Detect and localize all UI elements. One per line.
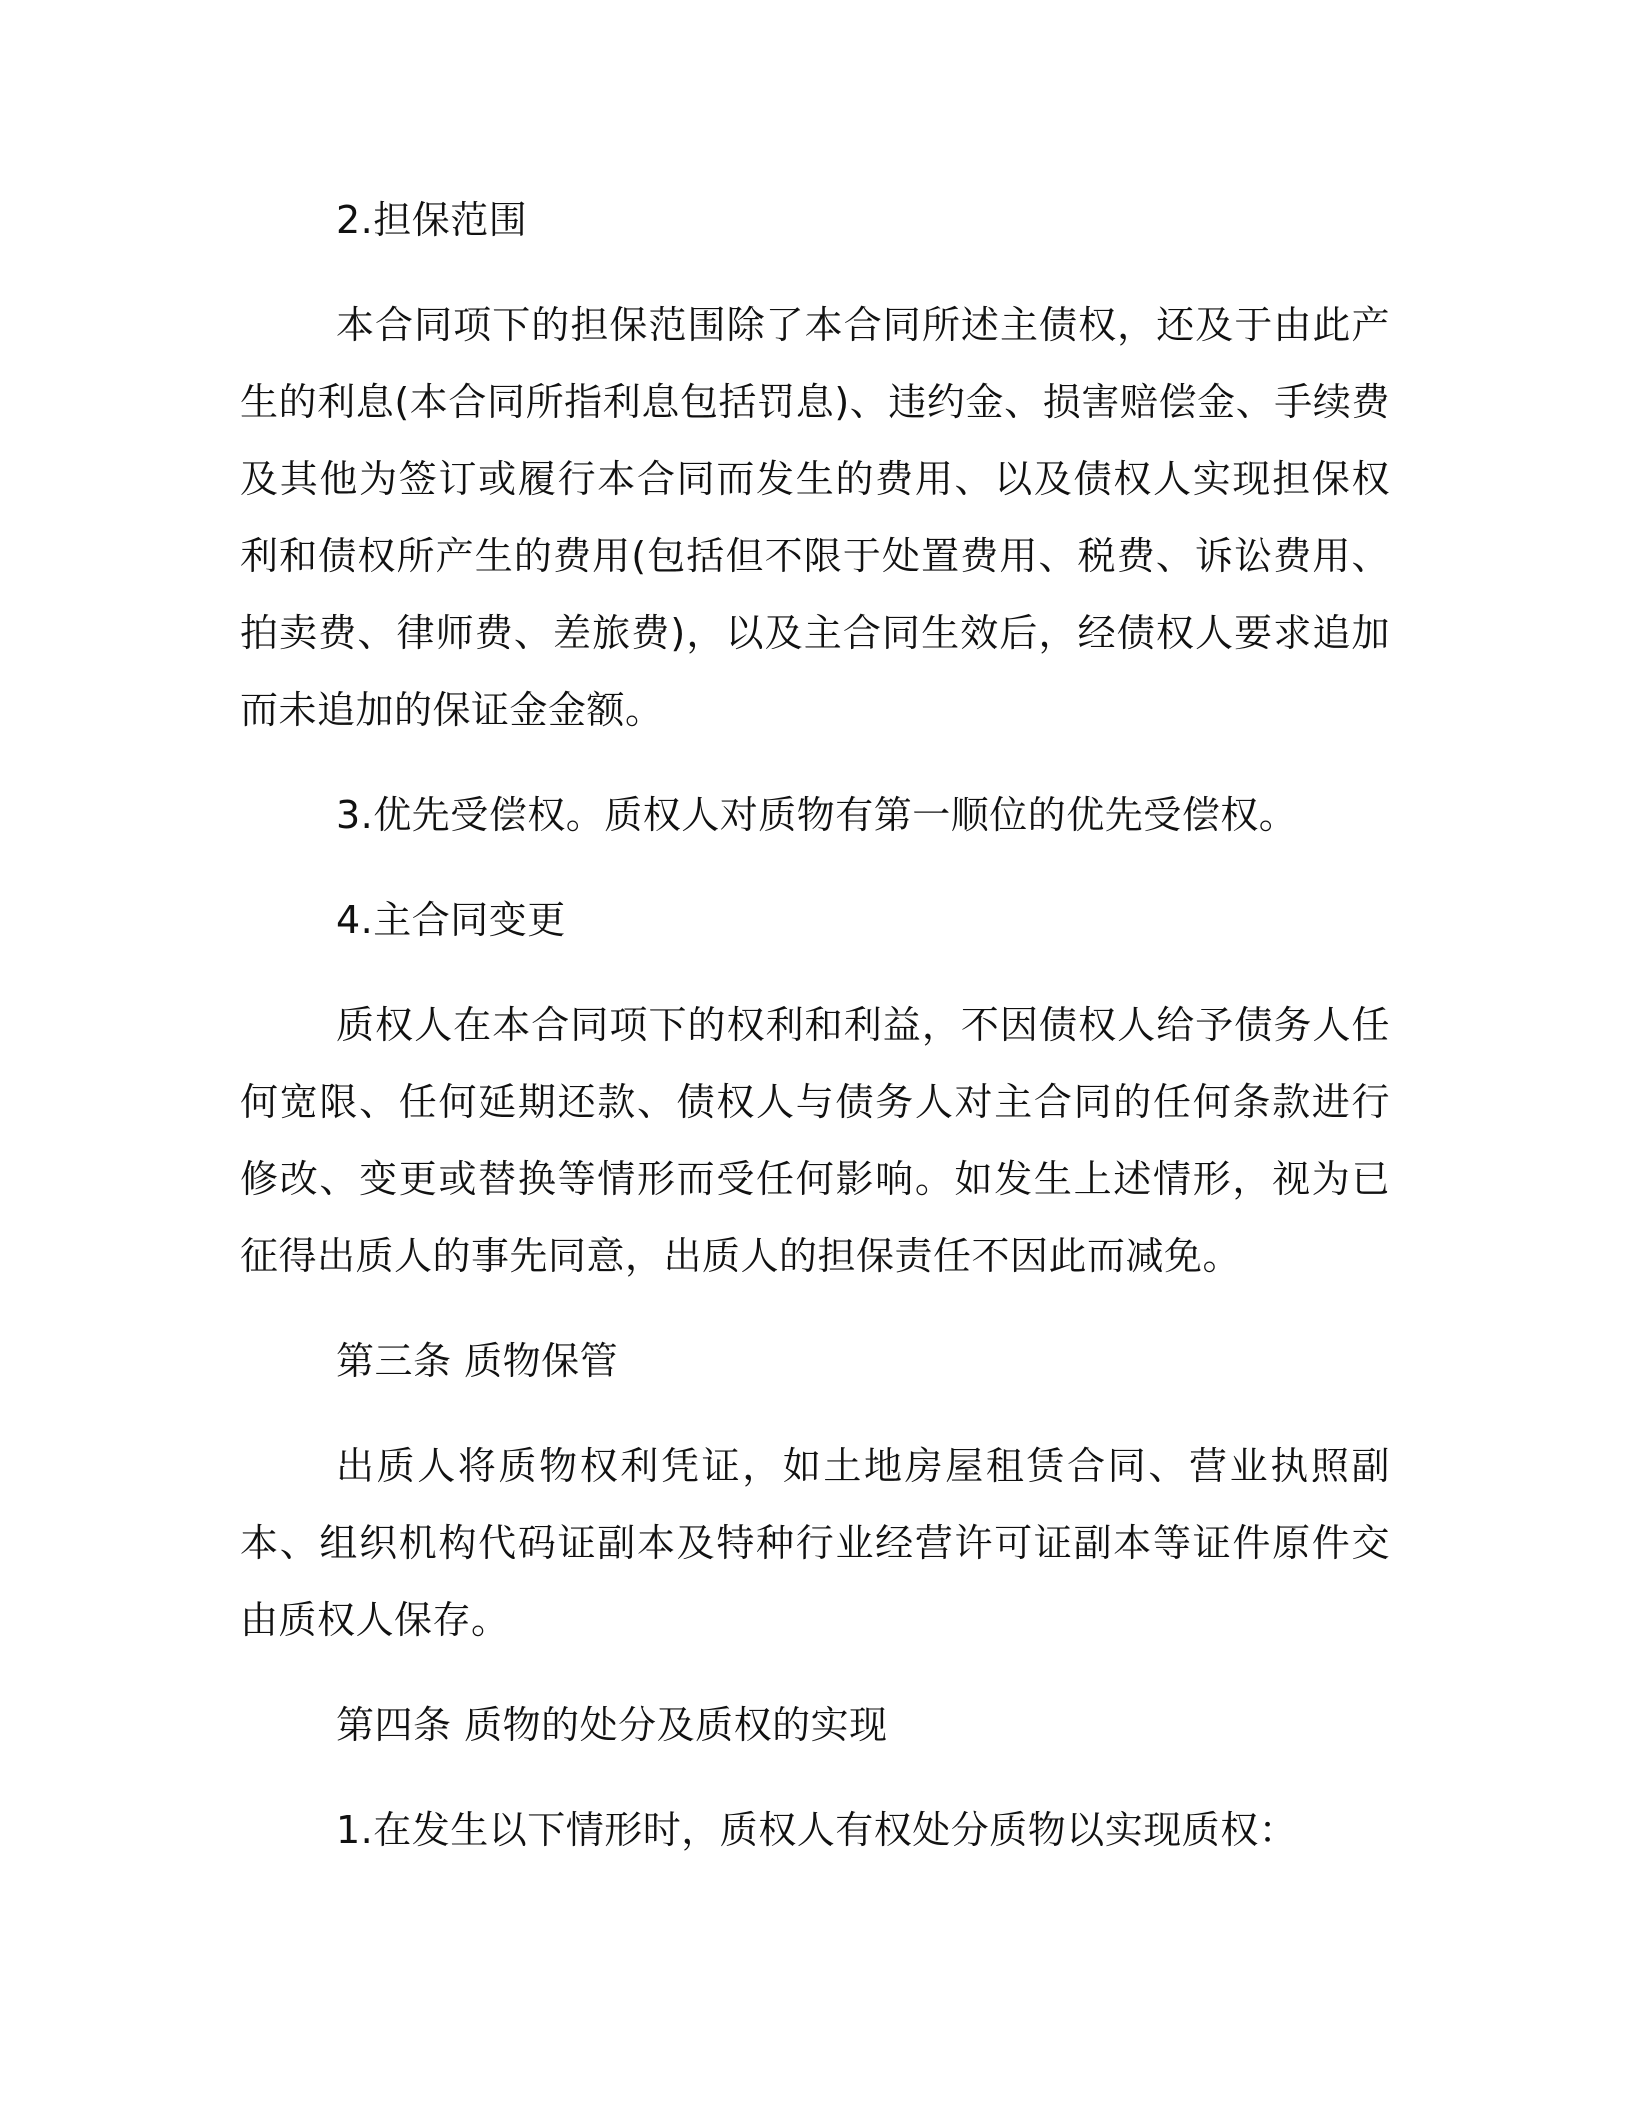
- section-heading-main-contract-change: 4.主合同变更: [336, 898, 566, 942]
- article-heading-disposal: 第四条 质物的处分及质权的实现: [336, 1703, 888, 1747]
- section-heading-guarantee-scope: 2.担保范围: [336, 198, 528, 242]
- paragraph-custody: 出质人将质物权利凭证，如土地房屋租赁合同、营业执照副本、组织机构代码证副本及特种行业经营许可证副本等证件原件交由质权人保存。: [240, 1444, 1390, 1642]
- document-body: [240, 182, 1390, 1897]
- paragraph-disposal-conditions: 1.在发生以下情形时，质权人有权处分质物以实现质权：: [336, 1808, 1298, 1852]
- paragraph-priority-right: 3.优先受偿权。质权人对质物有第一顺位的优先受偿权。: [336, 793, 1298, 837]
- paragraph-guarantee-scope: 本合同项下的担保范围除了本合同所述主债权，还及于由此产生的利息(本合同所指利息包括罚息)、违约金、损害赔偿金、手续费及其他为签订或履行本合同而发生的费用、以及债权人实现担保权利和债权所产生的费用(包括但不限于处置费用、税费、诉讼费用、拍卖费、律师费、差旅费)，以及主合同生效后，经债权人要求追加而未追加的保证金金额。: [240, 303, 1390, 732]
- paragraph-main-contract-change: 质权人在本合同项下的权利和利益，不因债权人给予债务人任何宽限、任何延期还款、债权人与债务人对主合同的任何条款进行修改、变更或替换等情形而受任何影响。如发生上述情形，视为已征得出质人的事先同意，出质人的担保责任不因此而减免。: [240, 1003, 1390, 1278]
- article-heading-custody: 第三条 质物保管: [336, 1339, 619, 1383]
